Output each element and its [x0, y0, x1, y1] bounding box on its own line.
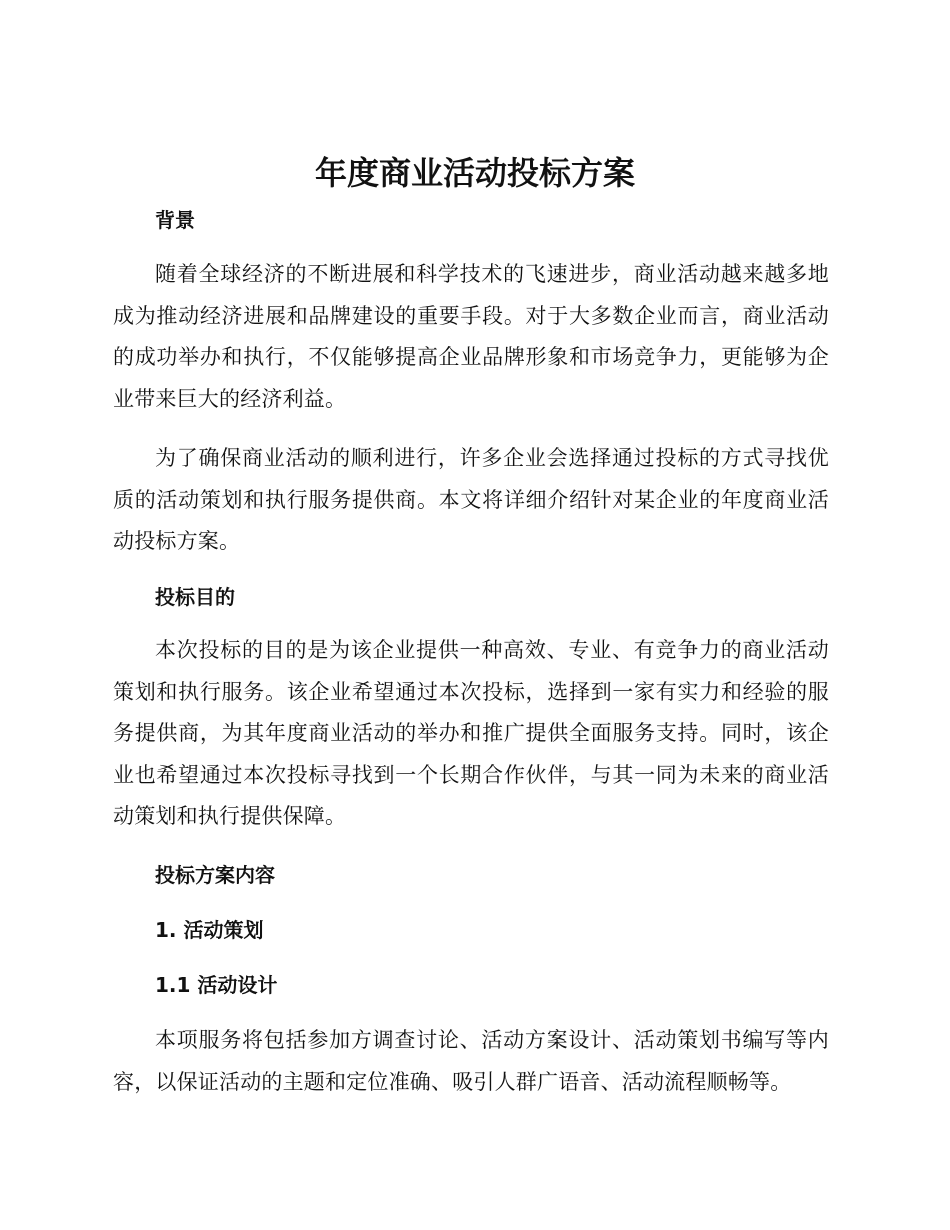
paragraph-purpose-1: 本次投标的目的是为该企业提供一种高效、专业、有竞争力的商业活动策划和执行服务。该企业希望通过本次投标，选择到一家有实力和经验的服务提供商，为其年度商业活动的举办和推广提供全面服务支持。同时，该企业也希望通过本次投标寻找到一个长期合作伙伴，与其一同为未来的商业活动策划和执行提供保障。 [113, 638, 829, 828]
subsubheading-activity-design: 1.1 活动设计 [155, 973, 278, 997]
paragraph-background-2: 为了确保商业活动的顺利进行，许多企业会选择通过投标的方式寻找优质的活动策划和执行服务提供商。本文将详细介绍针对某企业的年度商业活动投标方案。 [113, 446, 829, 553]
paragraph-activity-design-1: 本项服务将包括参加方调查讨论、活动方案设计、活动策划书编写等内容，以保证活动的主题和定位准确、吸引人群广语音、活动流程顺畅等。 [113, 1028, 829, 1094]
subheading-activity-planning: 1. 活动策划 [155, 918, 264, 942]
document-title: 年度商业活动投标方案 [314, 154, 635, 192]
section-heading-content: 投标方案内容 [155, 863, 275, 887]
section-heading-purpose: 投标目的 [155, 585, 235, 609]
paragraph-background-1: 随着全球经济的不断进展和科学技术的飞速进步，商业活动越来越多地成为推动经济进展和品牌建设的重要手段。对于大多数企业而言，商业活动的成功举办和执行，不仅能够提高企业品牌形象和市场竞争力，更能够为企业带来巨大的经济利益。 [113, 262, 829, 411]
section-heading-background: 背景 [155, 208, 195, 232]
